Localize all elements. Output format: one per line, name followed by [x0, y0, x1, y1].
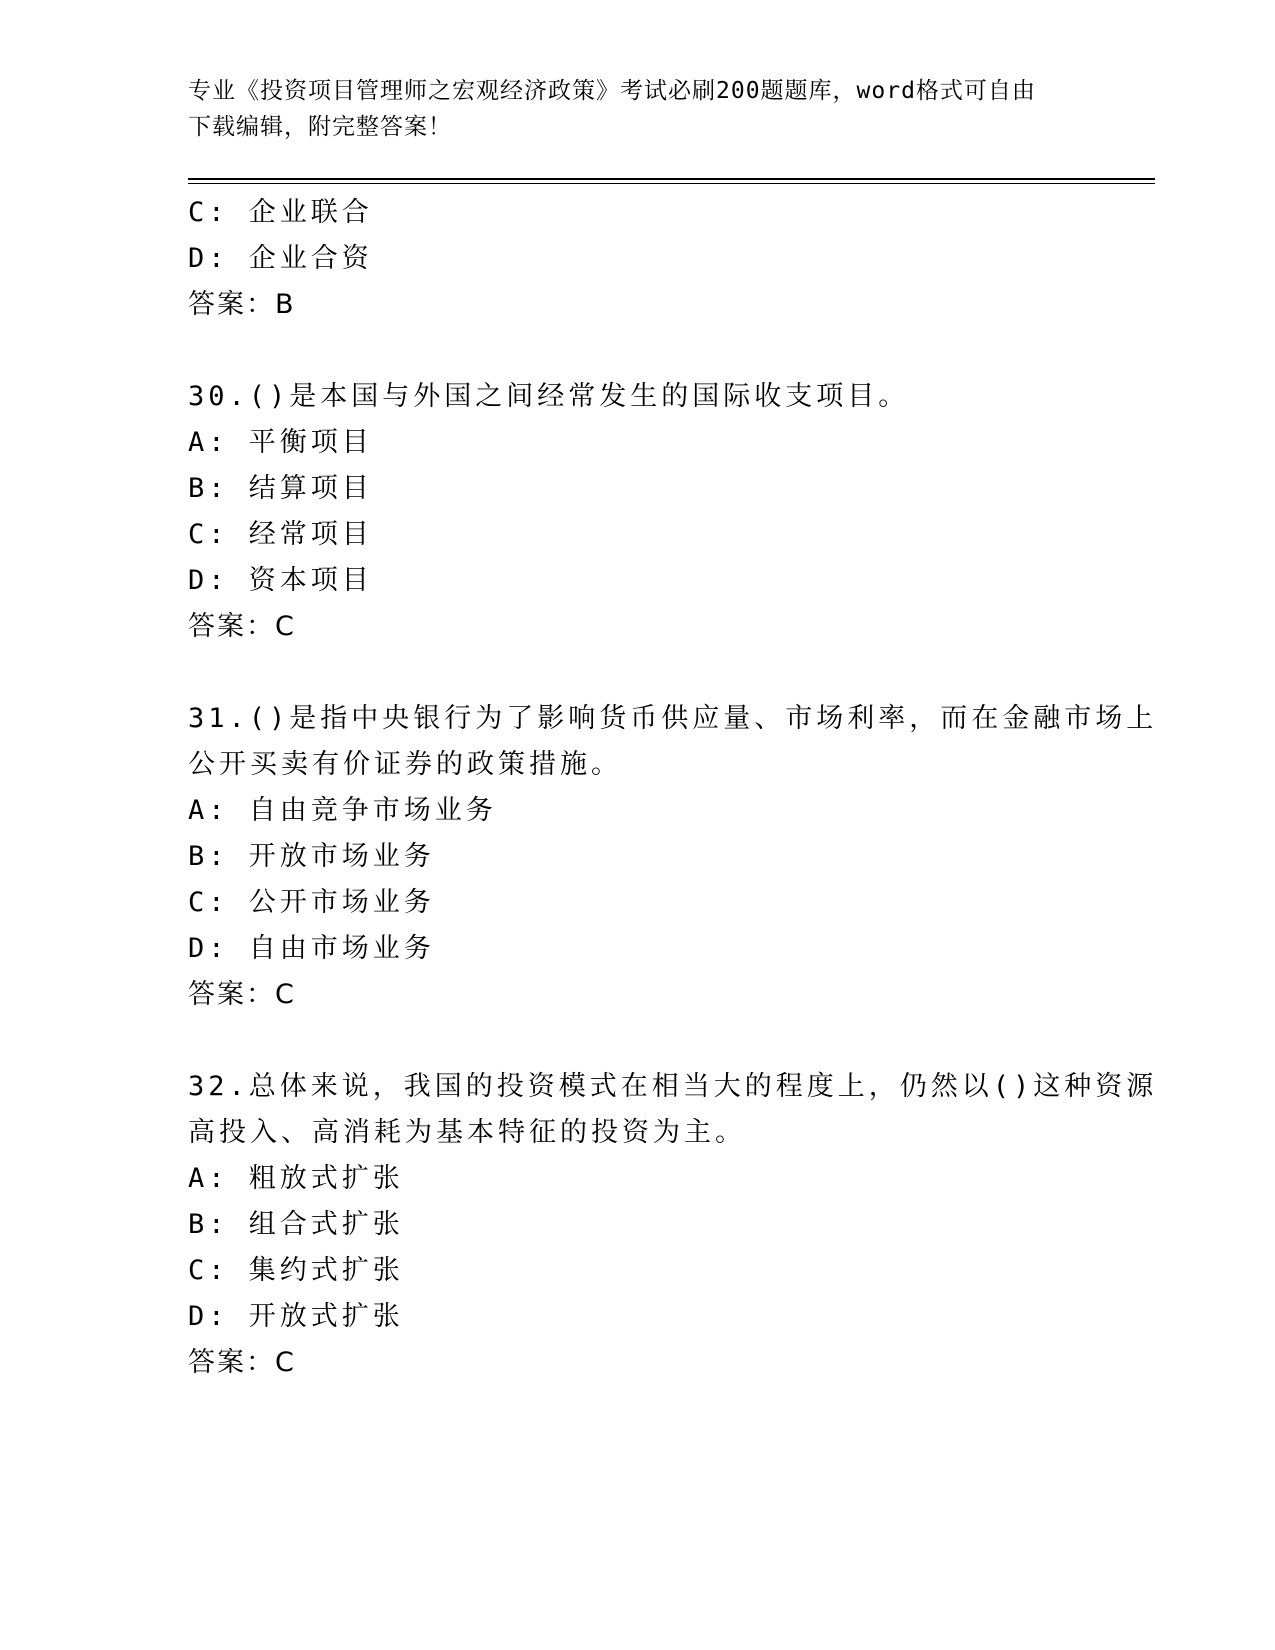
- option-c: C: 企业联合: [188, 197, 373, 228]
- option-d: D: 自由市场业务: [188, 933, 435, 964]
- answer-line: [188, 1340, 1088, 1386]
- question-31: [188, 696, 1158, 1018]
- answer-line: [188, 604, 1088, 650]
- question-text: 32.总体来说，我国的投资模式在相当大的程度上，仍然以()这种资源: [188, 1071, 1158, 1102]
- option-a: A: 粗放式扩张: [188, 1163, 404, 1194]
- question-text: 30.()是本国与外国之间经常发生的国际收支项目。: [188, 381, 910, 412]
- question-text: 31.()是指中央银行为了影响货币供应量、市场利率，而在金融市场上: [188, 703, 1158, 734]
- answer-value: C: [275, 979, 296, 1010]
- option-d: D: 企业合资: [188, 243, 373, 274]
- spacer: [188, 1018, 1088, 1064]
- option-c: C: 集约式扩张: [188, 1255, 404, 1286]
- option-c: C: 经常项目: [188, 519, 373, 550]
- option-d: D: 开放式扩张: [188, 1301, 404, 1332]
- header-line-2: 下载编辑，附完整答案！: [188, 114, 452, 140]
- spacer: [188, 650, 1088, 696]
- answer-value: B: [275, 289, 296, 320]
- question-list: [188, 190, 1158, 1386]
- option-b: B: 开放市场业务: [188, 841, 435, 872]
- answer-label: 答案：: [188, 1347, 275, 1378]
- answer-line: [188, 972, 1088, 1018]
- question-text-cont: 高投入、高消耗为基本特征的投资为主。: [188, 1117, 746, 1148]
- option-c: C: 公开市场业务: [188, 887, 435, 918]
- header-rule-thick: [188, 178, 1155, 180]
- answer-value: C: [275, 1347, 296, 1378]
- partial-question: [188, 190, 1088, 328]
- answer-label: 答案：: [188, 289, 275, 320]
- spacer: [188, 328, 1088, 374]
- question-32: [188, 1064, 1158, 1386]
- option-b: B: 结算项目: [188, 473, 373, 504]
- header-line-1: 专业《投资项目管理师之宏观经济政策》考试必刷200题题库，word格式可自由: [188, 78, 1036, 104]
- option-a: A: 自由竞争市场业务: [188, 795, 497, 826]
- question-30: [188, 374, 1088, 650]
- answer-line: [188, 282, 1088, 328]
- option-b: B: 组合式扩张: [188, 1209, 404, 1240]
- option-a: A: 平衡项目: [188, 427, 373, 458]
- answer-value: C: [275, 611, 296, 642]
- question-text-cont: 公开买卖有价证券的政策措施。: [188, 749, 622, 780]
- header-rule-thin: [188, 183, 1155, 184]
- answer-label: 答案：: [188, 611, 275, 642]
- document-header: [188, 73, 1088, 145]
- answer-label: 答案：: [188, 979, 275, 1010]
- option-d: D: 资本项目: [188, 565, 373, 596]
